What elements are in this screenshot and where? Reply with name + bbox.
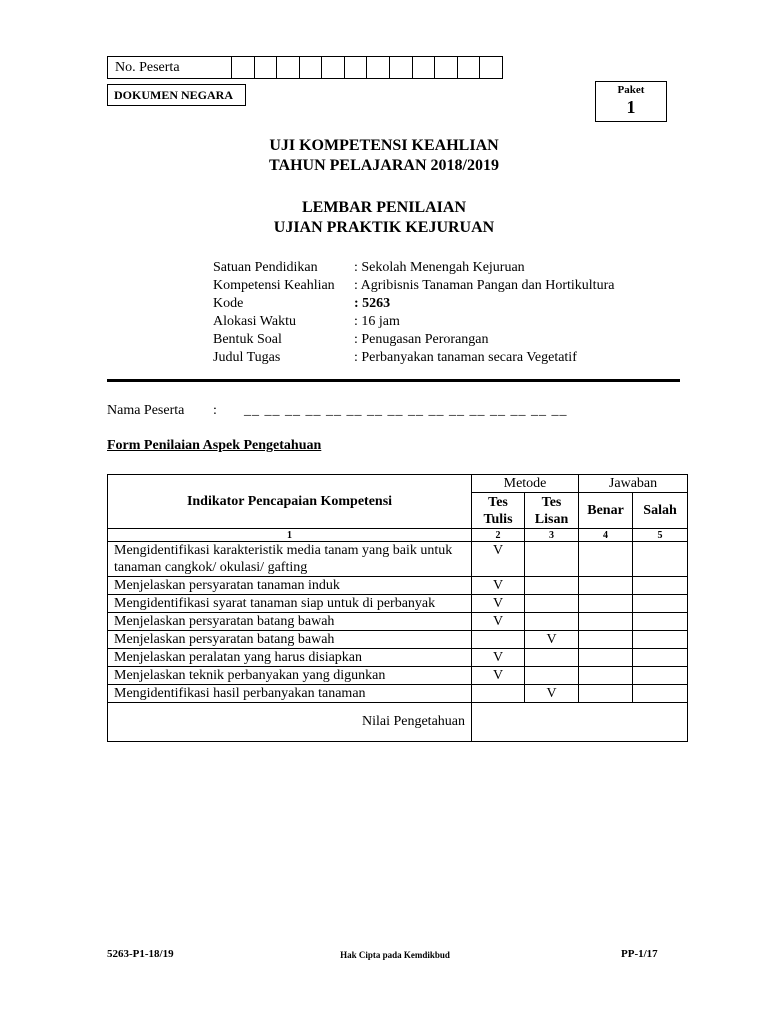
indikator-cell: Menjelaskan persyaratan batang bawah [108,631,472,649]
table-row [108,542,688,577]
table-row [108,613,688,631]
table-row [108,595,688,613]
no-peserta-cell[interactable] [458,57,481,78]
tes-lisan-cell[interactable]: V [525,685,579,703]
info-value: : Penugasan Perorangan [354,332,489,347]
indikator-cell: Mengidentifikasi karakteristik media tanam yang baik untuk tanaman cangkok/ okulasi/ gafting [108,542,472,577]
no-peserta-cell[interactable] [413,57,436,78]
form-title: Form Penilaian Aspek Pengetahuan [107,438,322,453]
table-row [108,631,688,649]
info-row [213,313,614,331]
info-value: : Agribisnis Tanaman Pangan dan Hortikultura [354,278,615,293]
no-peserta-cell[interactable] [345,57,368,78]
nilai-pengetahuan-label: Nilai Pengetahuan [108,703,472,742]
no-peserta-cell[interactable] [300,57,323,78]
paket-label: Paket [617,84,645,96]
header-jawaban: Jawaban [579,475,688,493]
tes-lisan-cell[interactable] [525,542,579,577]
info-row [213,295,614,313]
column-number: 4 [579,529,633,542]
title-line-4: UJIAN PRAKTIK KEJURUAN [273,219,495,236]
tes-tulis-cell[interactable]: V [472,577,525,595]
benar-cell[interactable] [579,649,633,667]
no-peserta-cell[interactable] [277,57,300,78]
column-number: 5 [633,529,688,542]
no-peserta-cell[interactable] [232,57,255,78]
tes-lisan-cell[interactable] [525,595,579,613]
info-row [213,259,614,277]
dokumen-negara-label: DOKUMEN NEGARA [107,84,246,106]
title-line-1: UJI KOMPETENSI KEAHLIAN [269,137,499,154]
header-salah: Salah [633,493,688,529]
no-peserta-cell[interactable] [255,57,278,78]
tes-tulis-cell[interactable]: V [472,613,525,631]
indikator-cell: Menjelaskan peralatan yang harus disiapkan [108,649,472,667]
paket-number: 1 [626,97,636,117]
footer-code: 5263-P1-18/19 [107,948,174,960]
info-row [213,331,614,349]
footer-page: PP-1/17 [621,948,658,960]
tes-tulis-cell[interactable]: V [472,649,525,667]
info-value: : Sekolah Menengah Kejuruan [354,260,525,275]
salah-cell[interactable] [633,631,688,649]
tes-lisan-cell[interactable] [525,613,579,631]
tes-tulis-cell[interactable]: V [472,542,525,577]
no-peserta-cell[interactable] [367,57,390,78]
benar-cell[interactable] [579,577,633,595]
info-row [213,349,614,367]
salah-cell[interactable] [633,595,688,613]
title-line-3: LEMBAR PENILAIAN [301,199,466,216]
nama-peserta-colon: : [213,403,217,418]
benar-cell[interactable] [579,667,633,685]
header-tes-tulis: Tes Tulis [472,493,525,529]
info-key: Bentuk Soal [213,332,282,347]
indikator-cell: Menjelaskan persyaratan tanaman induk [108,577,472,595]
salah-cell[interactable] [633,685,688,703]
benar-cell[interactable] [579,685,633,703]
tes-tulis-cell[interactable]: V [472,667,525,685]
divider-rule [107,379,680,382]
title-line-2: TAHUN PELAJARAN 2018/2019 [269,157,499,174]
tes-tulis-cell[interactable]: V [472,595,525,613]
header-metode: Metode [472,475,579,493]
tes-lisan-cell[interactable] [525,649,579,667]
info-value: : 16 jam [354,314,400,329]
salah-cell[interactable] [633,542,688,577]
table-row [108,667,688,685]
header-benar: Benar [579,493,633,529]
no-peserta-cell[interactable] [322,57,345,78]
indikator-cell: Menjelaskan teknik perbanyakan yang digunkan [108,667,472,685]
info-key: Alokasi Waktu [213,314,296,329]
info-key: Judul Tugas [213,350,281,365]
indikator-cell: Menjelaskan persyaratan batang bawah [108,613,472,631]
salah-cell[interactable] [633,667,688,685]
indikator-cell: Mengidentifikasi hasil perbanyakan tanaman [108,685,472,703]
column-number: 3 [525,529,579,542]
table-row [108,685,688,703]
no-peserta-label: No. Peserta [108,57,232,78]
tes-lisan-cell[interactable] [525,577,579,595]
no-peserta-cell[interactable] [435,57,458,78]
benar-cell[interactable] [579,595,633,613]
info-value: : Perbanyakan tanaman secara Vegetatif [354,350,577,365]
nilai-row [108,703,688,742]
assessment-table [107,474,688,742]
salah-cell[interactable] [633,577,688,595]
no-peserta-cell[interactable] [390,57,413,78]
column-number-row [108,529,688,542]
table-row [108,577,688,595]
benar-cell[interactable] [579,631,633,649]
no-peserta-box[interactable] [107,56,503,79]
info-value-kode: : 5263 [354,296,391,311]
header-tes-lisan: Tes Lisan [525,493,579,529]
table-row [108,649,688,667]
tes-lisan-cell[interactable] [525,667,579,685]
nilai-pengetahuan-cell[interactable] [472,703,688,742]
indikator-cell: Mengidentifikasi syarat tanaman siap untuk di perbanyak [108,595,472,613]
nama-peserta-row [107,403,568,419]
info-block [213,259,614,367]
header-indikator: Indikator Pencapaian Kompetensi [108,475,472,529]
info-row [213,277,614,295]
nama-peserta-label: Nama Peserta [107,403,185,418]
table-header-row [108,475,688,493]
benar-cell[interactable] [579,613,633,631]
salah-cell[interactable] [633,649,688,667]
tes-tulis-cell[interactable] [472,631,525,649]
no-peserta-cell[interactable] [480,57,502,78]
benar-cell[interactable] [579,542,633,577]
column-number: 2 [472,529,525,542]
paket-box [595,81,667,122]
info-key: Satuan Pendidikan [213,260,318,275]
tes-lisan-cell[interactable]: V [525,631,579,649]
info-key: Kompetensi Keahlian [213,278,335,293]
salah-cell[interactable] [633,613,688,631]
info-key: Kode [213,296,244,311]
nama-peserta-field[interactable]: __ __ __ __ __ __ __ __ __ __ __ __ __ __ __ __ [244,403,568,418]
column-number: 1 [108,529,472,542]
footer-copyright: Hak Cipta pada Kemdikbud [340,950,450,960]
tes-tulis-cell[interactable] [472,685,525,703]
